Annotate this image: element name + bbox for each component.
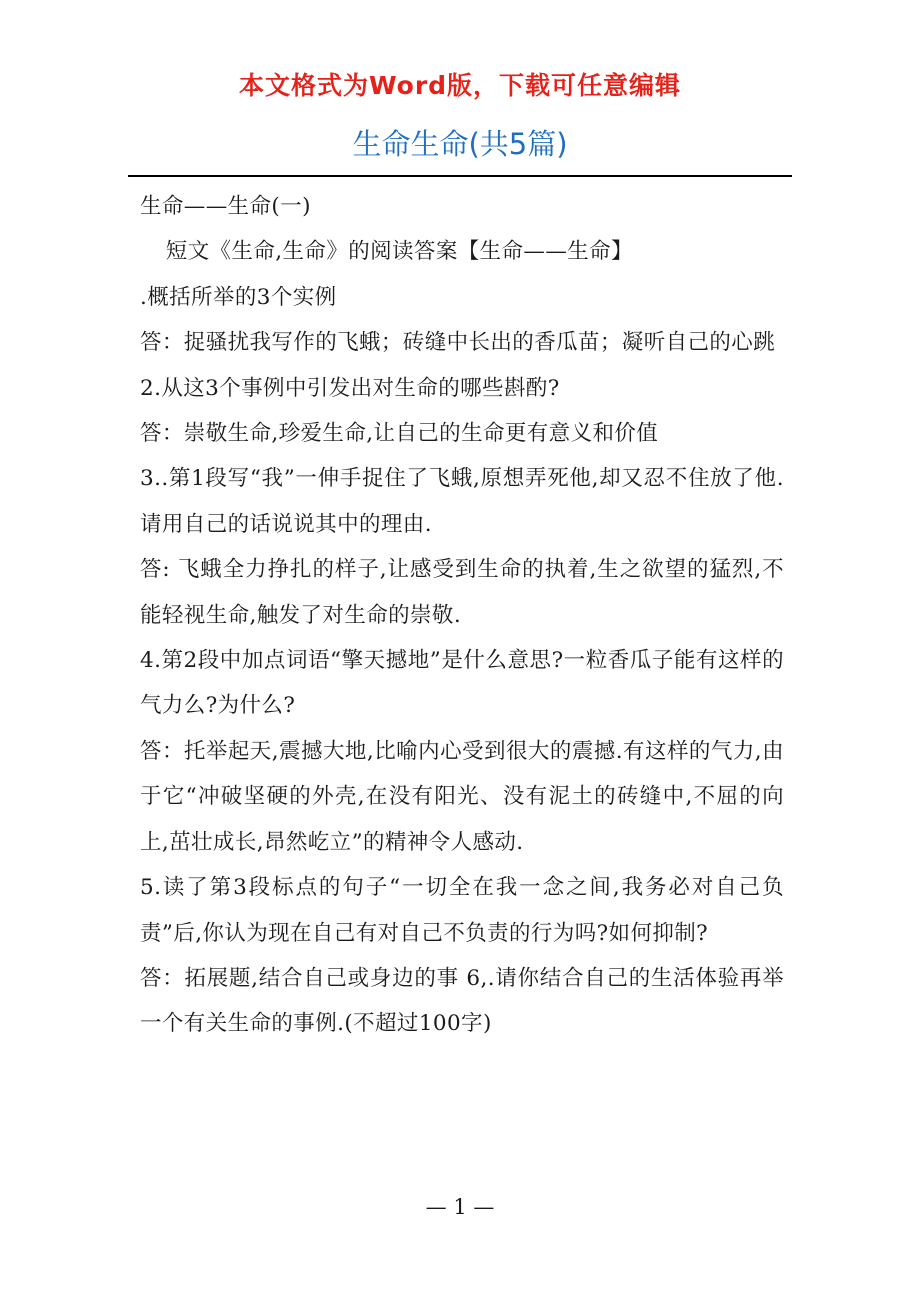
- paragraph: 短文《生命,生命》的阅读答案【生命——生命】: [165, 239, 633, 265]
- paragraph: 答：托举起天,震撼大地,比喻内心受到很大的震撼.有这样的气力,由于它“冲破坚硬的外壳,在没有阳光、没有泥土的砖缝中,不屈的向上,茁壮成长,昂然屹立”的精神令人感动.: [140, 738, 784, 855]
- paragraph: 生命——生命(一): [140, 194, 311, 219]
- paragraph: 5.读了第3段标点的句子“一切全在我一念之间,我务必对自己负责”后,你认为现在自己有对自己不负责的行为吗?如何抑制?: [140, 875, 784, 946]
- paragraph: 答：拓展题,结合自己或身边的事 6,.请你结合自己的生活体验再举一个有关生命的事例.(不超过100字): [140, 965, 784, 1037]
- paragraph: 答：崇敬生命,珍爱生命,让自己的生命更有意义和价值: [140, 421, 659, 447]
- page-number: — 1 —: [425, 1195, 495, 1219]
- format-notice: 本文格式为Word版，下载可任意编辑: [238, 71, 682, 100]
- paragraph: 答：捉骚扰我写作的飞蛾；砖缝中长出的香瓜苗；凝听自己的心跳: [140, 330, 776, 356]
- paragraph: 答: 飞蛾全力挣扎的样子,让感受到生命的执着,生之欲望的猛烈,不能轻视生命,触发了对生命的崇敬.: [140, 557, 784, 628]
- paragraph: 3..第1段写“我”一伸手捉住了飞蛾,原想弄死他,却又忍不住放了他.请用自己的话说说其中的理由.: [140, 466, 784, 537]
- document-body: [140, 184, 784, 1047]
- paragraph: 4.第2段中加点词语“擎天撼地”是什么意思?一粒香瓜子能有这样的气力么?为什么?: [140, 648, 784, 719]
- paragraph: .概括所举的3个实例: [140, 284, 337, 310]
- paragraph: 2.从这3个事例中引发出对生命的哪些斟酌?: [140, 375, 560, 401]
- document-title: 生命生命(共5篇): [352, 127, 568, 161]
- title-divider: [128, 175, 792, 177]
